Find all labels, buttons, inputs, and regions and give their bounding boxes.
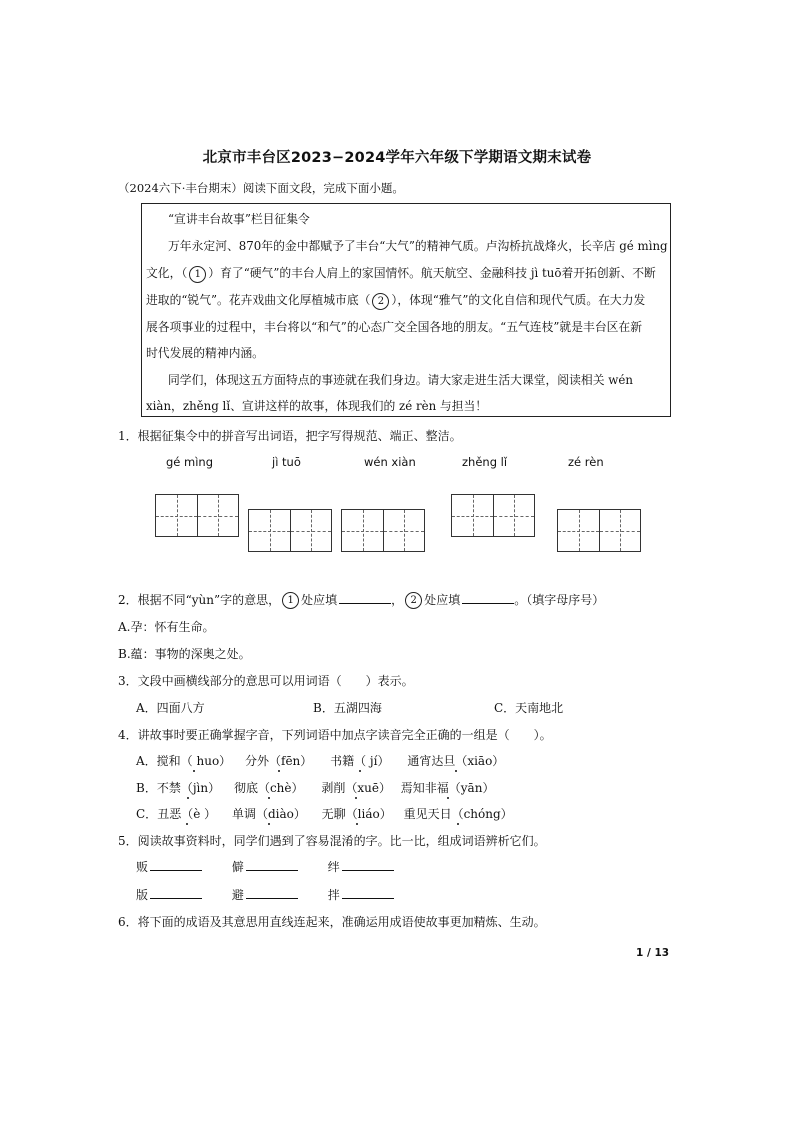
writing-grid-1[interactable] [155, 494, 239, 537]
blank-marker-1: 1 [189, 266, 206, 283]
passage-line-7: xiàn，zhěng lǐ、宣讲这样的故事，体现我们的 zé rèn 与担当！ [146, 399, 488, 413]
page-title: 北京市丰台区2023−2024学年六年级下学期语文期末试卷 [202, 150, 592, 166]
option-b: B.蕴：事物的深奥之处。 [118, 647, 251, 661]
pinyin-1: gé mìng [166, 455, 214, 469]
pinyin-3: wén xiàn [364, 455, 416, 469]
answer-blank-2[interactable] [462, 591, 514, 604]
writing-grid-2[interactable] [248, 509, 332, 552]
compose-blank[interactable] [150, 886, 202, 899]
passage-heading: “宣讲丰台故事”栏目征集令 [168, 212, 310, 226]
pinyin-5: zé rèn [568, 455, 604, 469]
q5-row-1: 贩 僻 绊 [136, 858, 394, 875]
q5-row-2: 版 避 拌 [136, 886, 394, 903]
q3-option-a[interactable]: A．四面八方 [136, 701, 205, 715]
question-2: 2．根据不同“yùn”字的意思， 1 处应填 ， 2 处应填 。（填字母序号） [118, 593, 605, 607]
pinyin-4: zhěng lǐ [462, 455, 508, 469]
q3-option-b[interactable]: B．五湖四海 [313, 701, 382, 715]
writing-grid-5[interactable] [557, 509, 641, 552]
circle-2: 2 [405, 592, 422, 609]
passage-line-4: 展各项事业的过程中，丰台将以“和气”的心态广交全国各地的朋友。“五气连枝”就是丰台区在新 [146, 320, 643, 334]
q4-option-a[interactable]: A．搅和（ huo） 分外（fēn） 书籍（ jí） 通宵达旦（xiāo） [136, 754, 505, 768]
q4-option-c[interactable]: C．丑恶（è ） 单调（diào） 无聊（liáo） 重见天日（chóng） [136, 807, 513, 821]
compose-blank[interactable] [342, 858, 394, 871]
answer-blank-1[interactable] [339, 591, 391, 604]
q3-option-c[interactable]: C．天南地北 [494, 701, 564, 715]
option-a: A.孕：怀有生命。 [118, 620, 215, 634]
question-1: 1．根据征集令中的拼音写出词语，把字写得规范、端正、整洁。 [118, 429, 462, 443]
compose-blank[interactable] [246, 886, 298, 899]
compose-blank[interactable] [150, 858, 202, 871]
passage-line-1: 万年永定河、870年的金中都赋予了丰台“大气”的精神气质。卢沟桥抗战烽火，长辛店 gé mìng [168, 239, 668, 253]
question-4: 4．讲故事时要正确掌握字音，下列词语中加点字读音完全正确的一组是（ ）。 [118, 728, 552, 742]
reading-instruction: （2024六下·丰台期末）阅读下面文段，完成下面小题。 [118, 181, 404, 195]
q4-option-b[interactable]: B．不禁（jìn） 彻底（chè） 剥削（xuē） 焉知非福（yān） [136, 781, 495, 795]
circle-1: 1 [282, 592, 299, 609]
compose-blank[interactable] [342, 886, 394, 899]
writing-grid-4[interactable] [451, 494, 535, 537]
question-6: 6．将下面的成语及其意思用直线连起来，准确运用成语使故事更加精炼、生动。 [118, 915, 546, 929]
passage-line-5: 时代发展的精神内涵。 [146, 346, 264, 360]
page-number: 1 / 13 [636, 947, 670, 959]
passage-line-2: 文化，（ 1 ）育了“硬气”的丰台人肩上的家国情怀。航天航空、金融科技 jì tuō着开拓创新、不断 [146, 264, 656, 283]
blank-marker-2: 2 [372, 293, 389, 310]
question-3: 3．文段中画横线部分的意思可以用词语（ ）表示。 [118, 674, 414, 688]
writing-grid-3[interactable] [341, 509, 425, 552]
pinyin-2: jì tuō [272, 455, 301, 469]
compose-blank[interactable] [246, 858, 298, 871]
passage-line-6: 同学们，体现这五方面特点的事迹就在我们身边。请大家走进生活大课堂，阅读相关 wén [168, 373, 633, 387]
question-5: 5．阅读故事资料时，同学们遇到了容易混淆的字。比一比，组成词语辨析它们。 [118, 834, 546, 848]
passage-line-3: 进取的“锐气”。花卉戏曲文化厚植城市底（ 2 ），体现“雅气”的文化自信和现代气质。在大力发 [146, 291, 645, 310]
